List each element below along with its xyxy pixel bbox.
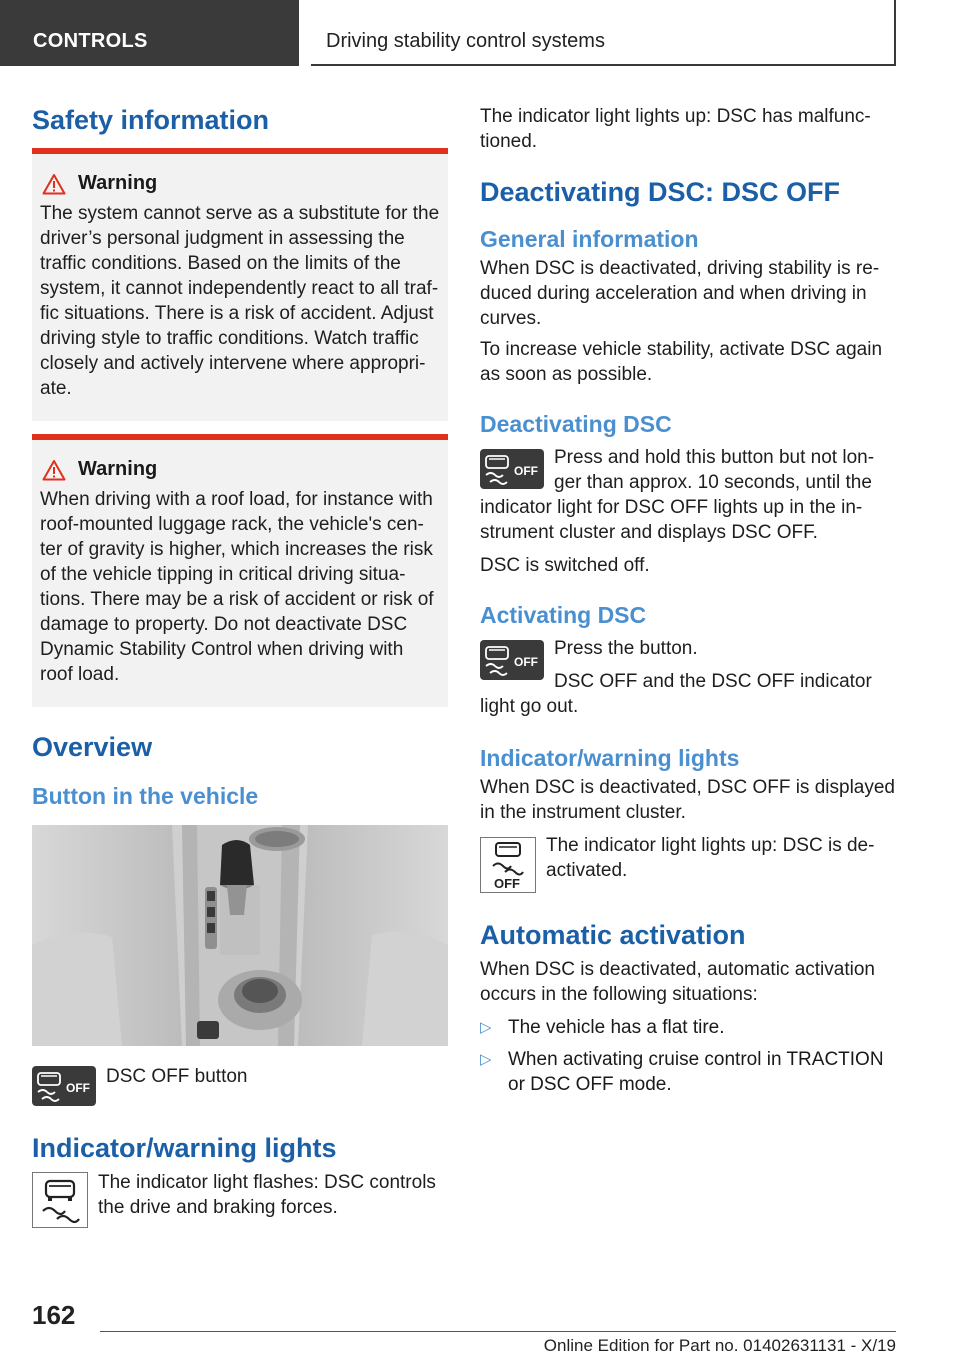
overview-heading: Overview xyxy=(32,732,153,762)
dsc-off-button-icon xyxy=(480,449,544,489)
warning-box-2 xyxy=(32,434,448,707)
deactivating-dsc-block xyxy=(480,445,896,545)
warning-triangle-icon xyxy=(42,459,66,481)
warning-title-row xyxy=(42,172,440,195)
button-in-vehicle-heading: Button in the vehicle xyxy=(32,783,259,809)
automatic-activation-heading: Automatic activation xyxy=(480,920,746,950)
warning-triangle-icon xyxy=(42,173,66,195)
activating-dsc-heading: Activating DSC xyxy=(480,602,647,628)
off-label: OFF xyxy=(66,1081,90,1095)
dsc-off-button-caption: DSC OFF button xyxy=(106,1066,248,1087)
center-console-illustration xyxy=(32,825,448,1046)
deactivating-dsc-text: Press and hold this button but not lon‐ger than approx. 10 seconds, until the indicator light for DSC OFF lights up in the in‐strument cluster and displays DSC OFF. xyxy=(480,447,875,543)
left-column xyxy=(32,100,448,1228)
header-chapter-tab xyxy=(311,0,896,66)
warning-text: When driving with a roof load, for instance with roof-mounted luggage rack, the vehicle's cen‐ter of gravity is higher, which increases the risk of the vehicle tipping in critical driving situa‐tions. There may be a risk of accident or risk of damage to property. Do not deactivate DSC Dynamic Stability Control when driving with roof load. xyxy=(40,489,434,685)
deactivating-dsc-off-heading: Deactivating DSC: DSC OFF xyxy=(480,177,841,207)
footer-edition: Online Edition for Part no. 01402631131 - X/19 xyxy=(543,1336,896,1355)
dsc-off-indicator-icon xyxy=(480,837,536,893)
off-label: OFF xyxy=(514,655,538,669)
indicator-warning-lights-heading-right: Indicator/warning lights xyxy=(480,745,740,771)
dsc-indicator-icon xyxy=(32,1172,88,1228)
dsc-off-button-row xyxy=(32,1066,448,1106)
dsc-switched-off-text: DSC is switched off. xyxy=(480,555,650,576)
bullet-triangle-icon: ▷ xyxy=(480,1051,492,1068)
activating-dsc-text-2: DSC OFF and the DSC OFF indicator light go out. xyxy=(480,671,872,717)
warning-text: The system cannot serve as a substitute for the driver’s personal judgment in assessing the traffic conditions. Based on the limits of the system, it cannot independently react to all traf‐fic situations. There is a risk of accident. Adjust driving style to traffic conditions. Watch traffic closely and actively intervene where appropri‐ate. xyxy=(40,203,440,399)
indicator-warning-text: When DSC is deactivated, DSC OFF is displayed in the instrument cluster. xyxy=(480,777,895,823)
flashing-indicator-text: The indicator light flashes: DSC controls the drive and braking forces. xyxy=(98,1172,436,1218)
off-label: OFF xyxy=(514,464,538,478)
activating-dsc-text-1: Press the button. xyxy=(554,638,698,659)
list-item-text: When activating cruise control in TRACTION or DSC OFF mode. xyxy=(508,1049,884,1095)
warning-title-row xyxy=(42,458,440,481)
header-section-label: CONTROLS xyxy=(33,30,148,52)
safety-information-heading: Safety information xyxy=(32,105,270,135)
list-item xyxy=(480,1015,896,1040)
center-console-photo xyxy=(32,825,448,1046)
warning-title: Warning xyxy=(78,458,158,480)
deactivating-dsc-heading: Deactivating DSC xyxy=(480,411,672,437)
dsc-off-button-icon xyxy=(32,1066,96,1106)
warning-title: Warning xyxy=(78,172,158,194)
dsc-deactivated-indicator-text: The indicator light lights up: DSC is de‐activated. xyxy=(546,835,875,881)
right-column xyxy=(480,100,896,1097)
page-number: 162 xyxy=(32,1300,76,1330)
general-information-text-1: When DSC is deactivated, driving stability is re‐duced during acceleration and when driving in curves. xyxy=(480,258,880,329)
general-information-heading: General information xyxy=(480,226,699,252)
list-item-text: The vehicle has a flat tire. xyxy=(508,1017,725,1038)
header-chapter-label: Driving stability control systems xyxy=(326,30,605,52)
warning-box-1 xyxy=(32,148,448,421)
automatic-activation-list xyxy=(480,1015,896,1097)
general-information-text-2: To increase vehicle stability, activate DSC again as soon as possible. xyxy=(480,339,883,385)
malfunction-indicator-text: The indicator light lights up: DSC has malfunc‐tioned. xyxy=(480,106,871,152)
footer-divider xyxy=(100,1331,896,1332)
activating-dsc-block xyxy=(480,636,896,719)
dsc-off-button-icon xyxy=(480,640,544,680)
bullet-triangle-icon: ▷ xyxy=(480,1019,492,1036)
dsc-off-indicator-row xyxy=(480,837,896,893)
list-item xyxy=(480,1047,896,1097)
off-label: OFF xyxy=(494,876,520,891)
indicator-warning-lights-heading-left: Indicator/warning lights xyxy=(32,1133,337,1163)
dsc-flashing-indicator-row xyxy=(32,1172,448,1228)
automatic-activation-text: When DSC is deactivated, automatic activation occurs in the following situations: xyxy=(480,959,875,1005)
header-section-tab xyxy=(0,0,299,66)
